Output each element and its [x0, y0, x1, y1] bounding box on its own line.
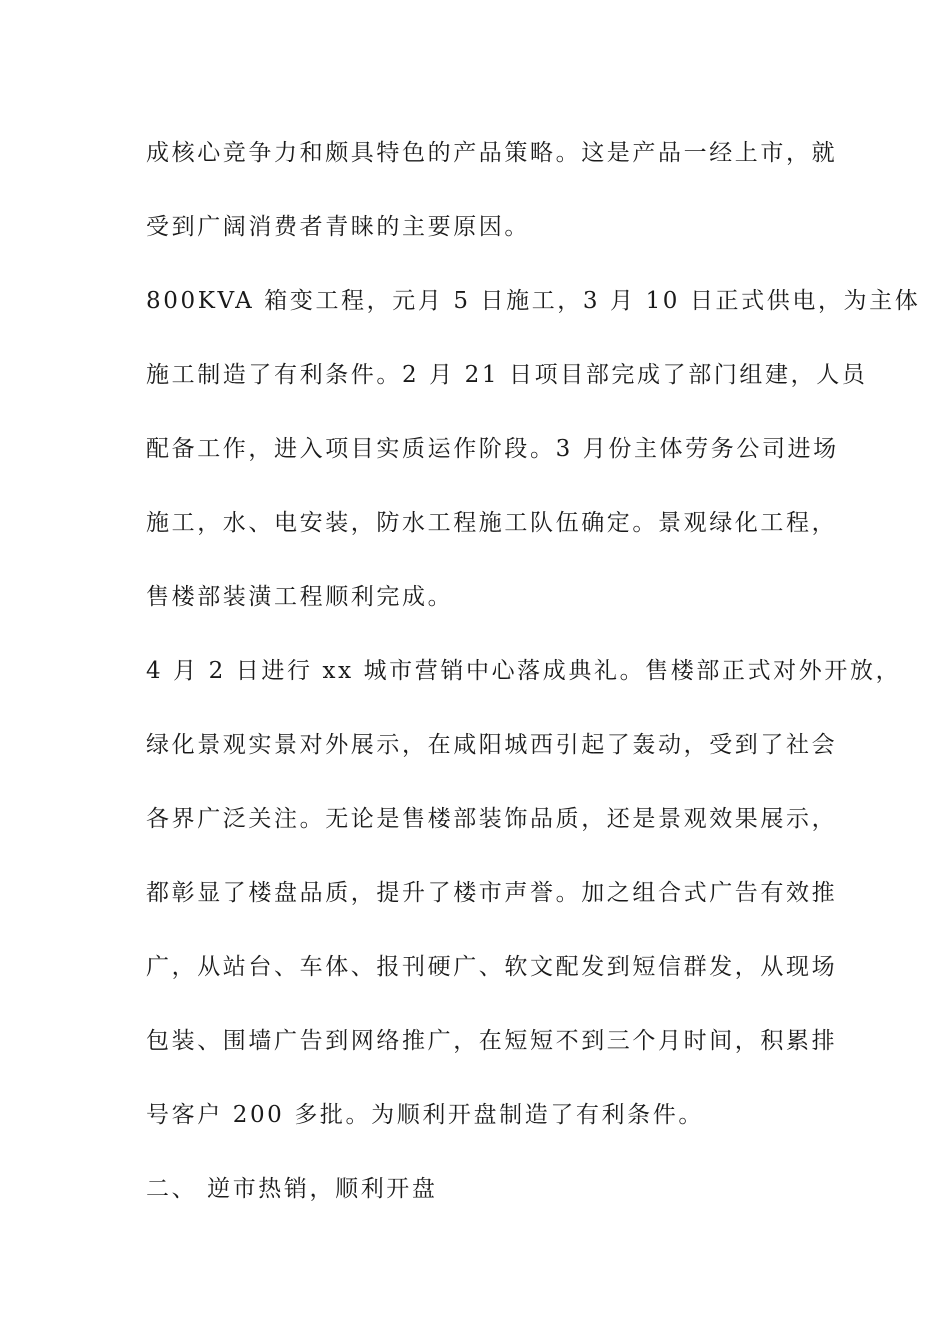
text-line: 施工，水、电安装，防水工程施工队伍确定。景观绿化工程，	[146, 510, 838, 536]
text-line: 绿化景观实景对外展示，在咸阳城西引起了轰动，受到了社会	[146, 732, 838, 758]
text-line: 售楼部装潢工程顺利完成。	[146, 584, 454, 610]
text-line: 广，从站台、车体、报刊硬广、软文配发到短信群发，从现场	[146, 954, 838, 980]
text-line: 都彰显了楼盘品质，提升了楼市声誉。加之组合式广告有效推	[146, 880, 838, 906]
text-line: 成核心竞争力和颇具特色的产品策略。这是产品一经上市，就	[146, 140, 838, 166]
section-heading: 二、 逆市热销，顺利开盘	[146, 1176, 438, 1202]
text-line: 4 月 2 日进行 xx 城市营销中心落成典礼。售楼部正式对外开放，	[146, 658, 902, 684]
text-line: 号客户 200 多批。为顺利开盘制造了有利条件。	[146, 1102, 704, 1128]
text-line: 各界广泛关注。无论是售楼部装饰品质，还是景观效果展示，	[146, 806, 838, 832]
text-line: 施工制造了有利条件。2 月 21 日项目部完成了部门组建，人员	[146, 362, 868, 388]
text-line: 配备工作，进入项目实质运作阶段。3 月份主体劳务公司进场	[146, 436, 839, 462]
text-line: 800KVA 箱变工程，元月 5 日施工，3 月 10 日正式供电，为主体	[146, 288, 921, 314]
text-line: 包装、围墙广告到网络推广，在短短不到三个月时间，积累排	[146, 1028, 838, 1054]
text-line: 受到广阔消费者青睐的主要原因。	[146, 214, 530, 240]
